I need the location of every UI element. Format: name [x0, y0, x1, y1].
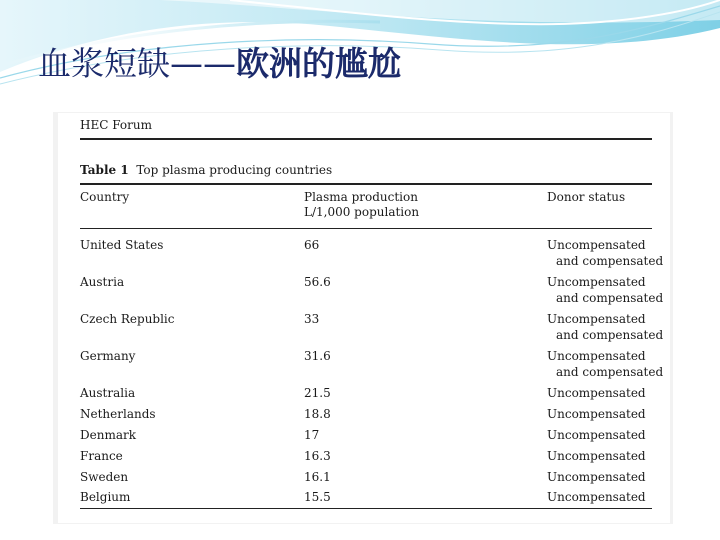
cell-donor-status: Uncompensated: [547, 386, 646, 400]
cell-production: 56.6: [304, 275, 331, 289]
cell-country: United States: [80, 238, 164, 252]
donor-line1: Uncompensated: [547, 238, 646, 252]
cell-donor-status: [547, 237, 663, 269]
cell-country: Czech Republic: [80, 312, 175, 326]
slide-title: [38, 38, 401, 85]
cell-production: 16.3: [304, 449, 331, 463]
donor-line2: and compensated: [556, 291, 664, 305]
header-rule: [80, 228, 652, 229]
caption-rule: [80, 183, 652, 185]
cell-donor-status: [547, 274, 663, 306]
top-rule: [80, 138, 652, 140]
cell-country: Denmark: [80, 428, 136, 442]
header-production-line2: L/1,000 population: [304, 205, 420, 219]
cell-production: 31.6: [304, 349, 331, 363]
donor-line2: and compensated: [556, 365, 664, 379]
cell-donor-status: Uncompensated: [547, 490, 646, 504]
cell-production: 33: [304, 312, 320, 326]
cell-country: Sweden: [80, 470, 129, 484]
header-donor-status: Donor status: [547, 190, 626, 204]
table-caption: [80, 163, 332, 177]
table-label: Table 1: [80, 163, 129, 177]
bottom-rule: [80, 508, 652, 509]
header-production: [304, 190, 419, 220]
donor-line2: and compensated: [556, 328, 664, 342]
cell-donor-status: Uncompensated: [547, 428, 646, 442]
donor-line1: Uncompensated: [547, 275, 646, 289]
slide-title-dash: ——: [170, 44, 236, 83]
cell-country: Netherlands: [80, 407, 156, 421]
cell-production: 17: [304, 428, 320, 442]
cell-country: France: [80, 449, 123, 463]
header-country: Country: [80, 190, 130, 204]
slide-title-part2: 欧洲的尴尬: [236, 44, 401, 83]
cell-donor-status: [547, 311, 663, 343]
slide-title-part1: 血浆短缺: [38, 44, 170, 83]
cell-donor-status: Uncompensated: [547, 407, 646, 421]
cell-production: 18.8: [304, 407, 331, 421]
donor-line1: Uncompensated: [547, 312, 646, 326]
cell-production: 16.1: [304, 470, 331, 484]
cell-country: Australia: [80, 386, 136, 400]
cell-donor-status: [547, 348, 663, 380]
cell-country: Belgium: [80, 490, 131, 504]
cell-production: 15.5: [304, 490, 331, 504]
table-caption-text: Top plasma producing countries: [136, 163, 333, 177]
journal-name: HEC Forum: [80, 118, 152, 132]
cell-production: 21.5: [304, 386, 331, 400]
donor-line1: Uncompensated: [547, 349, 646, 363]
cell-country: Austria: [80, 275, 125, 289]
donor-line2: and compensated: [556, 254, 664, 268]
cell-production: 66: [304, 238, 320, 252]
cell-donor-status: Uncompensated: [547, 449, 646, 463]
header-production-line1: Plasma production: [304, 190, 418, 204]
cell-country: Germany: [80, 349, 136, 363]
cell-donor-status: Uncompensated: [547, 470, 646, 484]
